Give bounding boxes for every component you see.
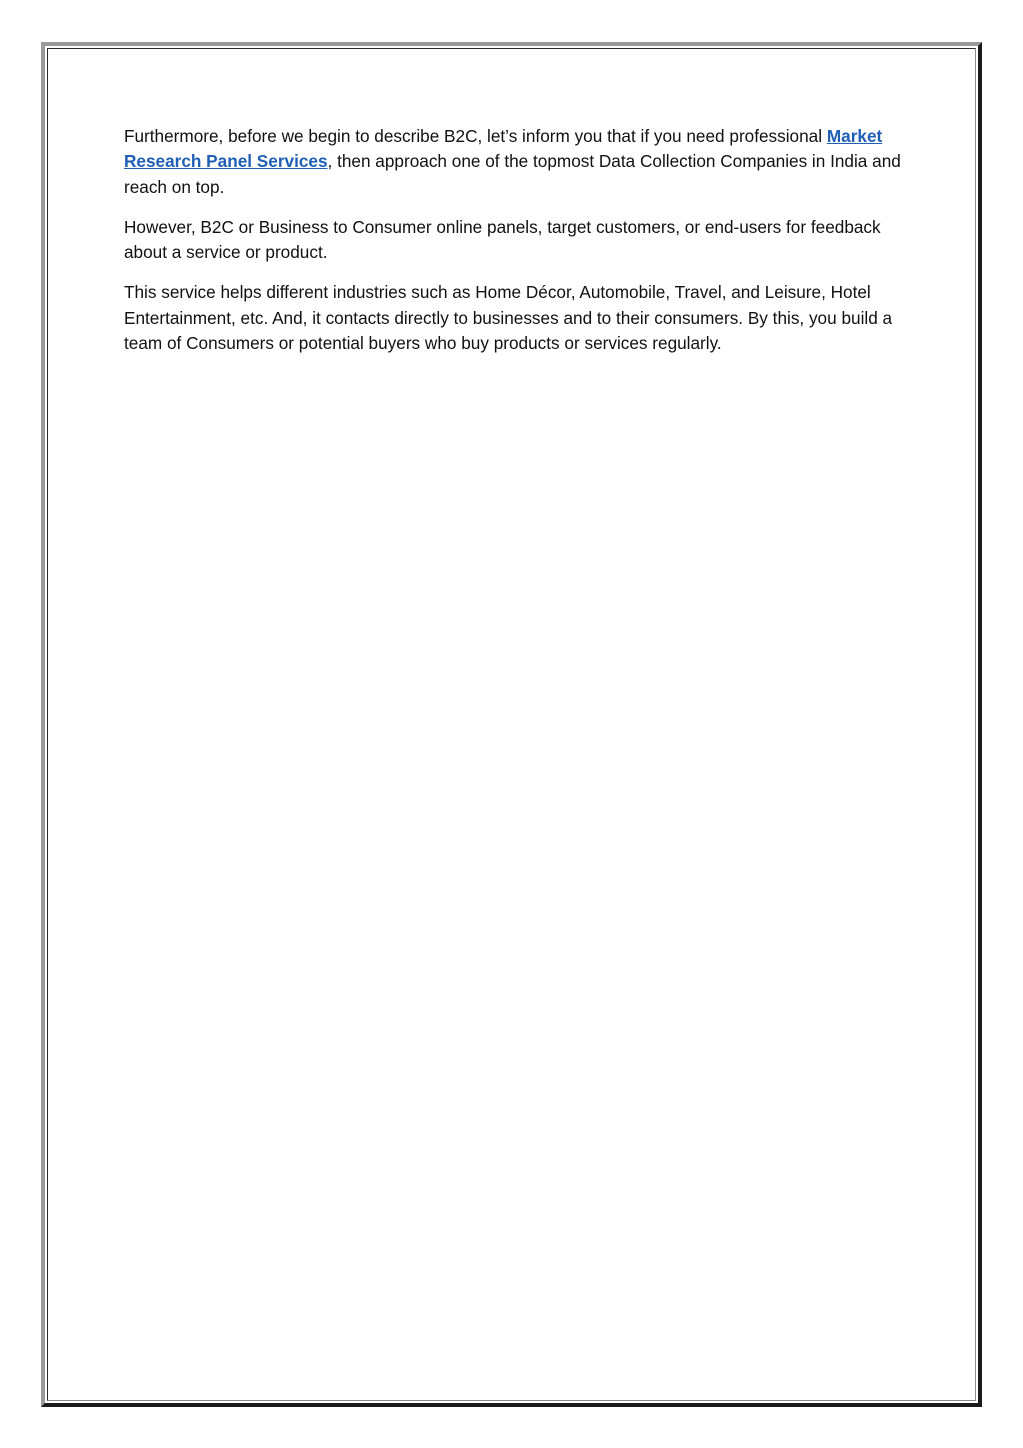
paragraph-intro-text-after: , then approach one of the topmost Data Collection Companies in India and reach on top. <box>124 151 901 197</box>
paragraph-intro <box>124 124 914 200</box>
paragraph-intro-text-before: Furthermore, before we begin to describe B2C, let’s inform you that if you need professional <box>124 126 827 146</box>
market-research-panel-services-link[interactable]: Market Research Panel Services <box>124 126 883 172</box>
paragraph-service-industries: This service helps different industries such as Home Décor, Automobile, Travel, and Leisure, Hotel Entertainment, etc. And, it contacts directly to businesses and to their consumers. By this, you build a team of Consumers or potential buyers who buy products or services regularly. <box>124 282 893 354</box>
paragraph-b2c-definition: However, B2C or Business to Consumer online panels, target customers, or end-users for feedback about a service or product. <box>124 216 881 263</box>
document-body <box>124 124 914 371</box>
